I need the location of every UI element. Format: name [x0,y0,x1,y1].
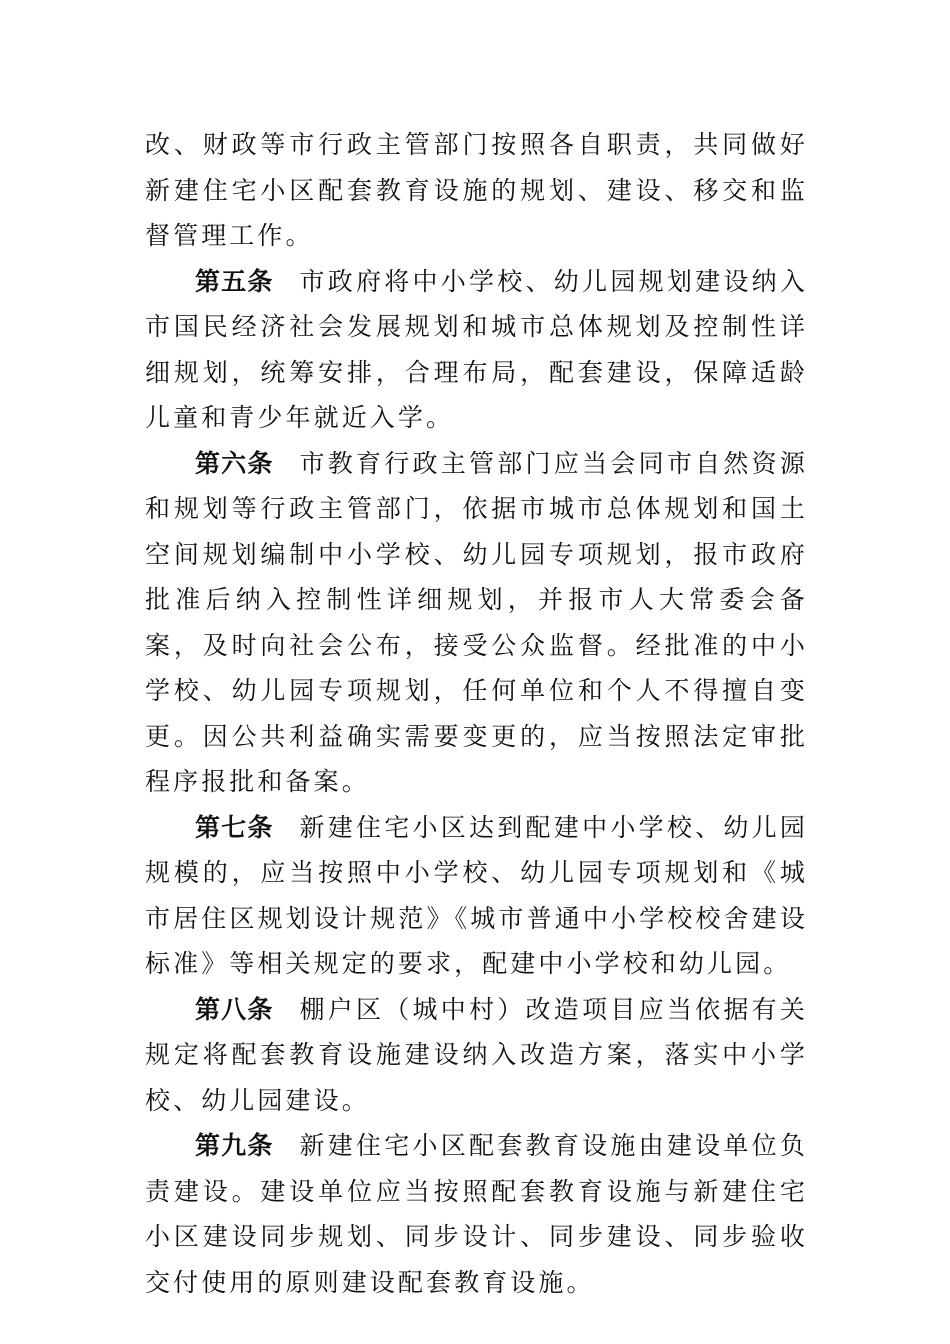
article-heading: 第九条 [195,1131,274,1160]
paragraph-text: 改、财政等市行政主管部门按照各自职责，共同做好新建住宅小区配套教育设施的规划、建设、移交和监督管理工作。 [145,130,808,250]
article-text: 新建住宅小区达到配建中小学校、幼儿园规模的，应当按照中小学校、幼儿园专项规划和《城市居住区规划设计规范》《城市普通中小学校校舍建设标准》等相关规定的要求，配建中小学校和幼儿园。 [145,812,808,978]
paragraph-continued [145,122,808,259]
article-9 [145,1123,808,1305]
article-5 [145,259,808,441]
article-heading: 第八条 [195,994,274,1024]
article-6 [145,441,808,805]
article-text: 新建住宅小区配套教育设施由建设单位负责建设。建设单位应当按照配套教育设施与新建住宅小区建设同步规划、同步设计、同步建设、同步验收交付使用的原则建设配套教育设施。 [145,1131,808,1297]
article-heading: 第六条 [195,448,274,478]
article-7 [145,805,808,987]
article-8 [145,987,808,1124]
article-text: 市政府将中小学校、幼儿园规划建设纳入市国民经济社会发展规划和城市总体规划及控制性详细规划，统筹安排，合理布局，配套建设，保障适龄儿童和青少年就近入学。 [145,266,808,432]
article-heading: 第七条 [195,812,274,842]
article-heading: 第五条 [195,266,274,296]
article-text: 市教育行政主管部门应当会同市自然资源和规划等行政主管部门，依据市城市总体规划和国土空间规划编制中小学校、幼儿园专项规划，报市政府批准后纳入控制性详细规划，并报市人大常委会备案，及时向社会公布，接受公众监督。经批准的中小学校、幼儿园专项规划，任何单位和个人不得擅自变更。因公共利益确实需要变更的，应当按照法定审批程序报批和备案。 [145,448,808,796]
article-text: 棚户区（城中村）改造项目应当依据有关规定将配套教育设施建设纳入改造方案，落实中小学校、幼儿园建设。 [145,994,808,1115]
